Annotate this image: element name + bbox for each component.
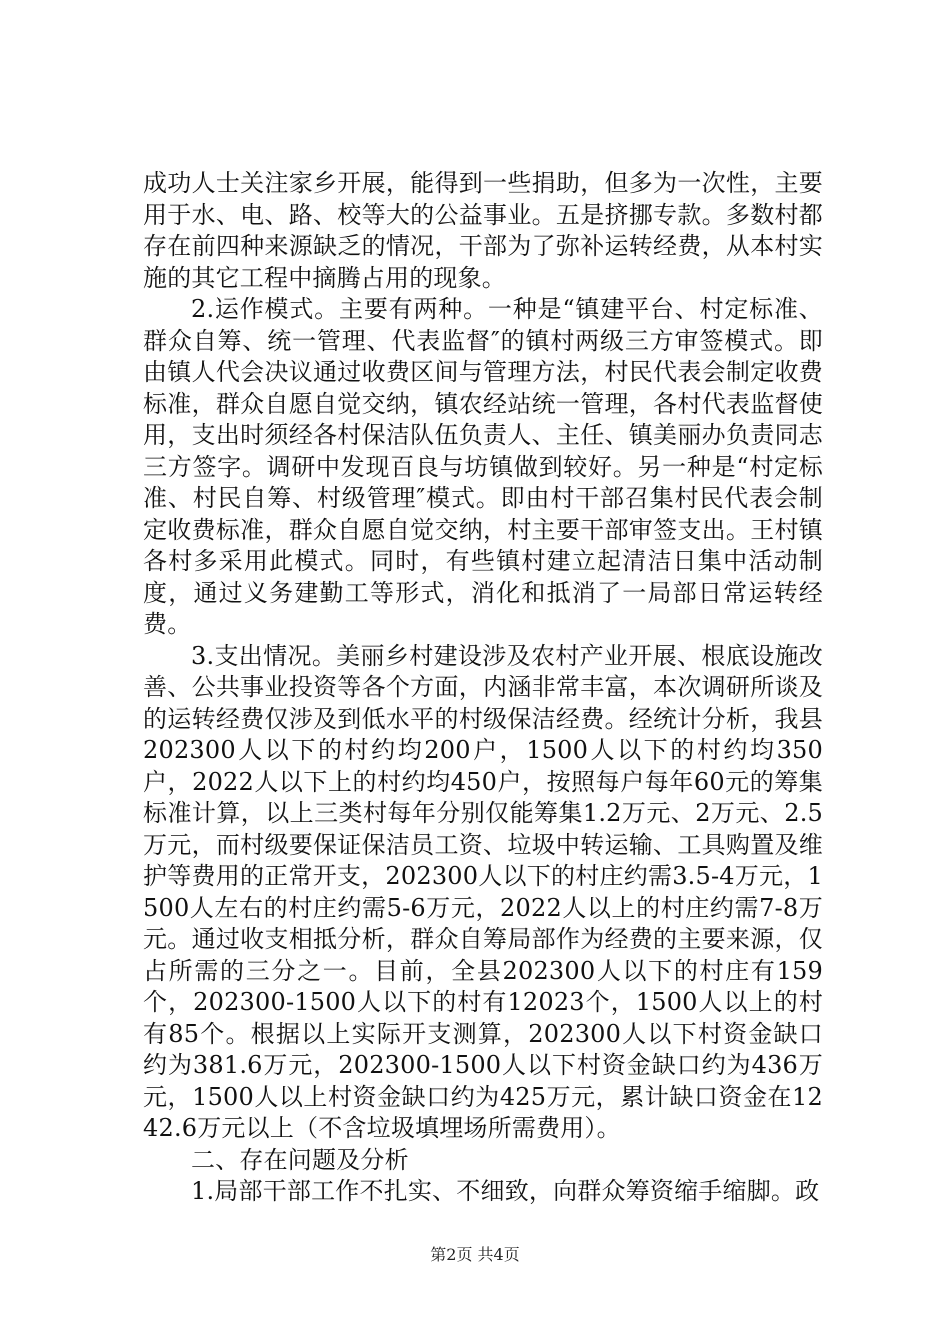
document-body <box>143 168 823 1208</box>
paragraph-problem-1: 1.局部干部工作不扎实、不细致，向群众筹资缩手缩脚。政 <box>191 1177 820 1205</box>
paragraph-continuation: 成功人士关注家乡开展，能得到一些捐助，但多为一次性，主要用于水、电、路、校等大的公益事业。五是挤挪专款。多数村都存在前四种来源缺乏的情况，干部为了弥补运转经费，从本村实施的其它工程中摘腾占用的现象。 <box>143 169 823 292</box>
page-footer: 第2页 共4页 <box>430 1245 520 1264</box>
paragraph-operation-mode: 2.运作模式。主要有两种。一种是“镇建平台、村定标准、群众自筹、统一管理、代表监督″的镇村两级三方审签模式。即由镇人代会决议通过收费区间与管理方法，村民代表会制定收费标准，群众自愿自觉交纳，镇农经站统一管理，各村代表监督使用，支出时须经各村保洁队伍负责人、主任、镇美丽办负责同志三方签字。调研中发现百良与坊镇做到较好。另一种是“村定标准、村民自筹、村级管理″模式。即由村干部召集村民代表会制定收费标准，群众自愿自觉交纳，村主要干部审签支出。王村镇各村多采用此模式。同时，有些镇村建立起清洁日集中活动制度，通过义务建勤工等形式，消化和抵消了一局部日常运转经费。 <box>143 295 823 638</box>
section-heading-problems: 二、存在问题及分析 <box>191 1145 409 1174</box>
paragraph-expenditure: 3.支出情况。美丽乡村建设涉及农村产业开展、根底设施改善、公共事业投资等各个方面，内涵非常丰富，本次调研所谈及的运转经费仅涉及到低水平的村级保洁经费。经统计分析，我县202300人以下的村约均200户，1500人以下的村约均350户，2022人以下上的村约均450户，按照每户每年60元的筹集标准计算，以上三类村每年分别仅能筹集1.2万元、2万元、2.5万元，而村级要保证保洁员工资、垃圾中转运输、工具购置及维护等费用的正常开支，202300人以下的村庄约需3.5-4万元，1500人左右的村庄约需5-6万元，2022人以上的村庄约需7-8万元。通过收支相抵分析，群众自筹局部作为经费的主要来源，仅占所需的三分之一。目前，全县202300人以下的村庄有159个，202300-1500人以下的村有12023个，1500人以上的村有85个。根据以上实际开支测算，202300人以下村资金缺口约为381.6万元，202300-1500人以下村资金缺口约为436万元，1500人以上村资金缺口约为425万元，累计缺口资金在1242.6万元以上（不含垃圾填埋场所需费用）。 <box>143 641 823 1142</box>
